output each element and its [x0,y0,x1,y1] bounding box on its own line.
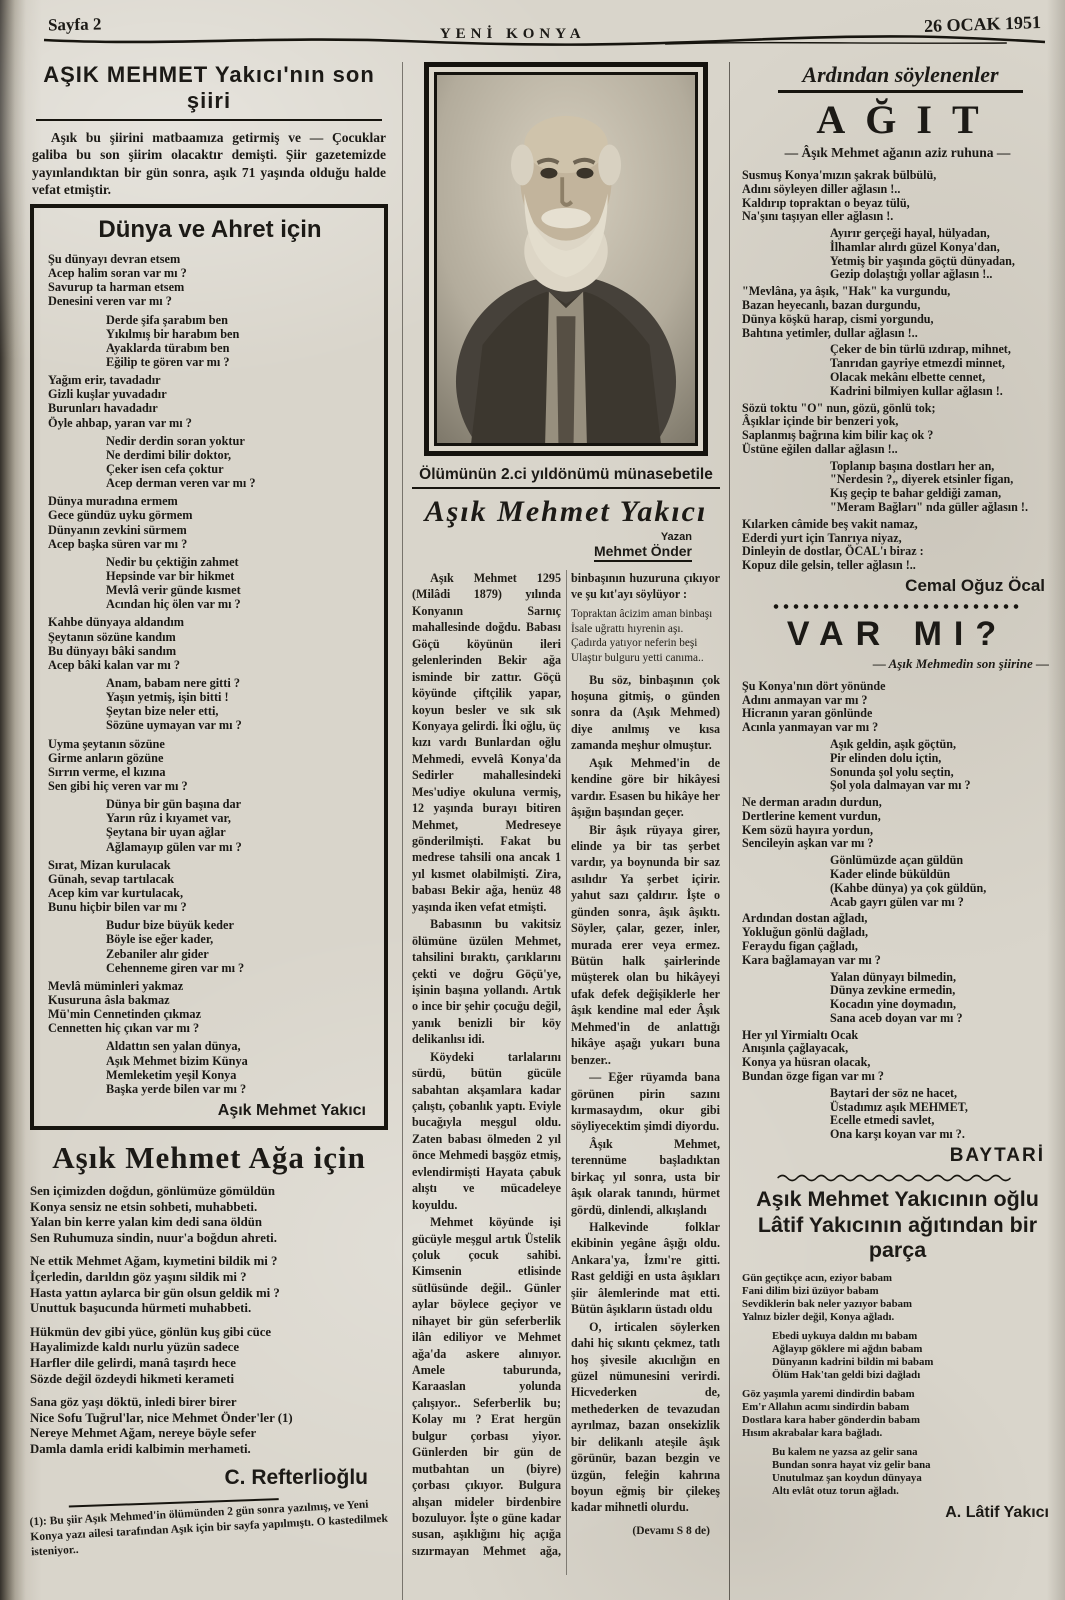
poem-line: (Kahbe dünya) ya çok güldün, [830,880,987,895]
poem-line: Saplanmış bağrına kim bilir kaç ok ? [742,428,934,443]
poem-line: Ayırır gerçeği hayal, hülyadan, [830,226,990,241]
poem-line: Ardından dostan ağladı, [742,911,868,926]
article-paragraph: Babasının bu vakitsiz ölümüne üzülen Mehmet, tahsilini bıraktı, çarıklarını çekti ve doğru Göçü'ye, işinin başına yollandı. Artık o ince bir şehir çocuğu değil, yanık benizli bir köy delikanlısı idi. [412,917,561,1047]
poem-line: İlhamlar alırdı güzel Konya'dan, [830,239,1000,254]
poem-line: Dinleyin de dostlar, ÖCAL'ı biraz : [742,544,924,559]
poem-line: Sevdiklerin bak neler yazıyor babam [742,1298,912,1311]
poem-line: Sırat, Mizan kurulacak [48,857,171,872]
poem-line: Budur bize büyük keder [106,918,234,933]
poem-line: Aldattın sen yalan dünya, [106,1039,241,1054]
poem-line: Öyle ahbap, yaran var mı ? [48,415,192,430]
verse-line: Topraktan âcizim aman binbaşı [571,607,713,620]
poem-line: Kusuruna âsla bakmaz [48,992,170,1007]
poem-line: Bahtına yetimler, dullar ağlasın !.. [742,325,918,340]
poem-line: Memleketim yeşil Konya [106,1067,237,1082]
latif-headline: Aşık Mehmet Yakıcının oğlu Lâtif Yakıcının ağıtından bir parça [756,1186,1039,1263]
portrait-photo-frame [424,62,708,456]
poem-line: Üstadımız aşık MEHMET, [830,1099,968,1114]
stanza [48,737,372,794]
poem-line: Şol yola dalmayan var mı ? [830,778,971,793]
stanza [742,343,1053,398]
poem-line: Kader elinde büküldün [830,867,951,882]
poem-line: Gönlümüzde açan güldün [830,853,964,868]
poem-line: Acep derman veren var mı ? [106,476,256,491]
poem-line: Fani dilim bizi üzüyor babam [742,1285,879,1298]
poem-line: Bundan özge figan var mı ? [742,1068,884,1083]
poem-line: Nedir derdin soran yoktur [106,433,245,448]
poem-line: Dünya bir gün başına dar [106,797,242,812]
stanza [48,555,372,612]
poem-line: Savurup ta harman etsem [48,280,185,295]
poem-line: Sana aceb doyan var mı ? [830,1010,963,1025]
poem-line: Sen gibi hiç veren var mı ? [48,778,188,793]
poem-line: Sözde değil özdeydi hikmeti kerameti [30,1371,235,1386]
poem-line: Uyma şeytanın sözüne [48,736,165,751]
poem-line: Dünya zevkine ermedin, [830,983,956,998]
poem-line: Acınla yanmayan var mı ? [742,720,879,735]
poem-line: Aşık Mehmet bizim Künya [106,1053,248,1068]
poem-line: Yıkılmış bir harabım ben [106,326,240,341]
poem-line: Tanrıdan gayriye etmezdi minnet, [830,356,1005,371]
poem-line: Girme anların gözüne [48,750,164,765]
photo-caption: Ölümünün 2.ci yıldönümü münasebetile [412,466,720,489]
poem-line: Kaldırıp topraktan o beyaz tülü, [742,195,910,210]
varmi-signature: BAYTARİ [949,1144,1045,1166]
agit-title: AĞIT [816,97,999,142]
poem-line: Nereye Mehmet Ağam, nereye böyle sefer [30,1426,257,1441]
poem-line: Dünyanın kadrini bildin mi babam [772,1355,934,1368]
poem-line: Feraydu figan çağladı, [742,938,858,953]
poem-line: Şeytan bize neler etti, [106,704,219,719]
poem-line: Bu kalem ne yazsa az gelir sana [772,1445,918,1458]
poem-line: Hepsinde var bir hikmet [106,569,235,584]
poem-line: Her yıl Yirmialtı Ocak [742,1027,859,1042]
poem-line: Dünyanın zevkini sürmem [48,522,187,537]
poem-line: Acından hiç ölen var mı ? [106,597,241,612]
poem-line: Acep halim soran var mı ? [48,266,187,281]
left-column [30,62,392,1600]
verse-line: İsale uğrattı hıyrenin aşı. [571,622,684,635]
article-paragraph: O, irticalen söylerken dahi hiç sıkıntı çekmez, tatlı hoş şivesile akıcılığın en güzel nümunesini verirdi. Hicvederken de, methederken de tevazudan ayrılmaz, bazan onsekizlik bir delikanlı ateşile âşık görünür, bazan bezgin ve üzgün, feleğin kahrına boyun eğmiş bir çilekeş kadar mihnetli olurdu. [571,1319,720,1515]
poem-line: Sencileyin aşkan var mı ? [742,836,874,851]
poem-line: İçerledin, darıldın göz yaşını sildik mi ? [30,1269,247,1284]
poem-line: Gizli kuşlar yuvadadır [48,387,167,402]
article-paragraph: Âşık Mehmet, terennüme başladıktan birkaç yıl sonra, usta bir âşık olarak tanındı, hürmet gördü, dinlendi, alkışlandı [571,1136,720,1217]
poem-line: Dünya muradına ermem [48,494,178,509]
poem-line: Sen Ruhumuza sindin, nuur'a boğdun ahreti. [30,1230,277,1245]
stanza [742,402,1053,457]
continuation-note: (Devamı S 8 de) [632,1524,710,1537]
poem-line: Yetmiş bir yaşında göçtü dünyadan, [830,253,1015,268]
agit-kicker: Ardından söylenenler [778,62,1023,93]
aga-icin-section [30,1140,388,1490]
stanza [742,1087,1053,1142]
stanza [48,313,372,370]
poem-line: Ederdi yurt için Tanrıya niyaz, [742,530,902,545]
poem-line: Sözüne uymayan var mı ? [106,718,242,733]
stanza [742,460,1053,515]
byline-label: Yazan [660,531,692,543]
poem-line: Kış geçip te bahar geldiği zaman, [830,486,1002,501]
poem-line: Kara bağlamayan var mı ? [742,952,881,967]
poem-line: Olacak mekânı elbette cennet, [830,369,986,384]
lead-headline: AŞIK MEHMET Yakıcı'nın son şiiri [36,62,382,121]
poem-line: Bundan sonra hayat viz gelir bana [772,1458,931,1471]
article-paragraph: — Eğer rüyamda bana görünen pirin sazını kırmasaydım, okur gibi söyliyecektim şimdi diyordu. [571,1070,720,1134]
stanza [742,738,1053,793]
page-number-label: Sayfa 2 [47,14,102,35]
article-paragraph: Bu söz, binbaşının çok hoşuna gitmiş, o günden sonra da (Aşık Mehmed) diye anılmış ve kısa zamanda meşhur olmuştur. [571,672,720,753]
varmi-stanzas [742,680,1053,1142]
poem-line: Çeker de bin türlü ızdırap, mihnet, [830,342,1011,357]
poem-line: Gece gündüz uyku görmem [48,508,193,523]
poem-line: "Mevlâna, ya âşık, "Hak" ka vurgundu, [742,284,951,299]
byline [412,531,720,562]
stanza [48,676,372,733]
poem-line: Hicranın yaran gönlünde [742,706,873,721]
byline-author: Mehmet Önder [594,543,692,562]
poem-line: Bunu hiçbir bilen var mı ? [48,900,187,915]
poem-line: Kılarken câmide beş vakit namaz, [742,516,918,531]
latif-signature: A. Lâtif Yakıcı [945,1503,1049,1521]
poem-line: Yokluğun gönlü dağladı, [742,925,869,940]
footnote: (1): Bu şiir Aşık Mehmed'in ölümünden 2 gün sonra yazılmış, ve Yeni Konya yazı ailesi tarafından Aşık için bir sayfa yapılmıştı. O kastedilmek isteniyor.. [29,1490,389,1559]
right-column [740,62,1053,1600]
stanza [48,434,372,491]
article-paragraph: Aşık Mehmed'in de kendine göre bir hikâyesi vardır. Esasen bu hikâye her âşığın başından geçer. [571,755,720,820]
stanza [48,858,372,915]
article-paragraph: Köydeki tarlalarını sürdü, bütün gücüle sabahtan akşamlara kadar çalıştı, çobanlık yaptı. Eviyle bucağıyla meşgul oldu. Zaten babası ölmeden 2 yıl önce Mehmedi başgöz etmiş, evlendirmişti Hayata çabuk alıştı ve mücadeleye koyuldu. [412,1049,561,1212]
poem-line: Ebedi uykuya daldın mı babam [772,1330,918,1343]
poem-line: Adını anmayan var mı ? [742,692,868,707]
stanza [30,1325,388,1387]
poem-line: Pir elinden dolu içtin, [830,750,942,765]
poem-line: "Nerdesin ?„ diyerek etsinler figan, [830,472,1014,487]
agit-section [742,62,1053,596]
poem-line: Şu Konya'nın dört yönünde [742,678,886,693]
poem-line: Anışınla çağlayacak, [742,1041,849,1056]
article-paragraph: Bir âşık rüyaya girer, elinde ya bir tas şerbet vardır, ya boynunda bir saz asılıdır Ya şerbet içirir. yahut sazı çaldırır. İşte o günden sonra, âşık âşıktı. Söyler, çalar, gezer, inler, murada erer veya ermez. Bütün halk şairlerinde müşterek olan bu hikâyeyi ufak defek değişiklerle her âşık kendine mal eder Âşık Mehmed'in de anlattığı hikâye aşağı yukarı buna benzer.. [571,822,720,1067]
poem-line: Cehenneme giren var mı ? [106,960,245,975]
page-header [42,11,1047,60]
poem-line: Kopuz dile gelsin, teller ağlasın !.. [742,558,916,573]
portrait-photo [434,72,698,446]
stanza [48,1039,372,1096]
agit-stanzas [742,169,1053,573]
poem-line: Harfler dile gelirdi, manâ taşırdı hece [30,1356,236,1371]
poem-line: Başka yerde bilen var mı ? [106,1081,247,1096]
poem-line: Altı evlât otuz torun ağladı. [772,1484,899,1497]
poem-line: Ağlayıp göklere mi ağdın babam [772,1343,923,1356]
poem-line: Acep kim var kurtulacak, [48,885,184,900]
stanza [742,796,1053,851]
poem-line: Kem sözü hayıra yordun, [742,822,874,837]
poem-line: Susmuş Konya'mızın şakrak bülbülü, [742,168,937,182]
stanza [30,1184,388,1246]
poem-line: Na'şını taşıyan eller ağlasın !. [742,209,894,224]
poem-line: Ecelle etmedi savlet, [830,1113,935,1128]
poem-line: Nedir bu çektiğin zahmet [106,554,239,569]
poem-line: Yalan bin kerre yalan kim dedi sana öldün [30,1215,262,1230]
poem-line: Zebaniler alır gider [106,946,209,961]
poem-line: Acep başka süren var mı ? [48,536,188,551]
poem-line: Kahbe dünyaya aldandım [48,615,184,630]
poem-line: Sonunda şol yolu seçtin, [830,764,954,779]
boxed-poem-stanzas [48,252,372,1096]
verse-line: Ulaştır bulguru yetti canıma.. [571,651,704,664]
poem-line: Derde şifa şarabım ben [106,312,228,327]
poem-line: Mevlâ müminleri yakmaz [48,978,184,993]
stanza [742,1029,1053,1084]
poem-line: Kocadın yine doymadın, [830,997,957,1012]
poem-line: Yaşın yetmiş, işin bitti ! [106,690,229,705]
poem-line: Konya ya hüsran olacak, [742,1055,871,1070]
poem-line: Ne ettik Mehmet Ağam, kıymetini bildik mi ? [30,1254,278,1269]
agit-dedication: — Âşık Mehmet ağanın aziz ruhuna — [784,145,1011,160]
lead-intro: Aşık bu şiirini matbaamıza getirmiş ve — Çocuklar galiba bu son şiirim olacaktır demişti. Şiir gazetemizde yayınlandıktan bir gün sonra, aşık 71 yaşında olduğu halde vefat etmiştir. [32,130,386,197]
verse-line: Çadırda yatıyor neferin beşi [571,637,698,650]
stanza [742,1446,1053,1498]
aga-signature: C. Refterlioğlu [224,1465,368,1489]
poem-line: Acep bâki kalan var mı ? [48,657,180,672]
article-title: Aşık Mehmet Yakıcı [424,495,708,528]
beaded-divider [772,604,1023,609]
stanza [48,252,372,309]
aga-headline: Aşık Mehmet Ağa için [52,1139,366,1175]
stanza [742,1272,1053,1324]
stanza [30,1395,388,1457]
stanza [742,518,1053,573]
poem-line: Unutulmaz şan koydun dünyaya [772,1471,922,1484]
poem-line: Aşık geldin, aşık göçtün, [830,737,957,751]
poem-line: Yarın rûz i kıyamet var, [106,811,231,826]
poem-line: Mevlâ verir günde kısmet [106,583,241,598]
poem-line: Dostlara kara haber gönderdin babam [742,1413,920,1426]
poem-line: Baytari der söz ne hacet, [830,1085,958,1100]
poem-line: Ne derman aradın durdun, [742,795,882,810]
varmi-section [742,615,1053,1167]
poem-line: Unuttuk başucunda hürmeti muhabbeti. [30,1301,252,1316]
poem-line: Yağım erir, tavadadır [48,373,161,388]
poem-line: Bazan heyecanlı, bazan durgundu, [742,298,921,313]
varmi-title: VAR MI? [786,614,1009,653]
poem-line: Hasta yattın aylarca bir gün olsun geldik mi ? [30,1285,280,1300]
poem-line: Şu dünyayı devran etsem [48,252,181,267]
poem-line: Ölüm Hak'tan geldi bizi dağladı [772,1368,921,1381]
poem-line: Bu dünyayı bâki sandım [48,643,177,658]
poem-line: Hükmün dev gibi yüce, gönlün kuş gibi cüce [30,1324,272,1339]
poem-line: Toplanıp başına dostları her an, [830,458,995,473]
poem-line: "Meram Bağları" nda güller ağlasın !. [830,499,1028,514]
poem-line: Hayalimizde kaldı nurlu yüzün sadece [30,1340,240,1355]
stanza [742,854,1053,909]
poem-line: Anam, babam nere gitti ? [106,676,241,690]
stanza [48,615,372,672]
poem-line: Ağlamayıp gülen var mı ? [106,839,242,854]
poem-line: Hısım akrabalar kara bağladı. [742,1426,883,1439]
stanza [742,912,1053,967]
poem-line: Dünya köşkü harap, cismi yorgundu, [742,311,934,326]
poem-line: Konya sensiz ne etsin sohbeti, muhabbeti. [30,1199,258,1214]
issue-date: 26 OCAK 1951 [923,11,1042,37]
poem-line: Gün geçtikçe acın, eziyor babam [742,1272,893,1285]
poem-line: Cennetten hiç çıkan var mı ? [48,1021,200,1036]
stanza [742,971,1053,1026]
latif-stanzas [742,1272,1053,1497]
poem-line: Sözü toktu "O" nun, gözü, gönlü tok; [742,400,936,415]
boxed-poem-title: Dünya ve Ahret için [98,216,322,244]
poem-line: Ne derdimi bilir doktor, [106,447,232,462]
aga-stanzas [30,1184,388,1458]
poem-line: Em'r Allahın acımı sindirdin babam [742,1400,910,1413]
poem-line: Âşıklar içinde bir benzeri yok, [742,414,899,429]
poem-line: Yalan dünyayı bilmedin, [830,969,957,984]
poem-line: Şeytanın sözüne kandım [48,629,176,644]
agit-signature: Cemal Oğuz Öcal [905,575,1045,595]
poem-line: Adını söyleyen diller ağlasın !.. [742,181,901,196]
poem-line: Yalnız bizler değil, Konya ağladı. [742,1311,895,1324]
poem-line: Damla damla eridi kalbimin merhameti. [30,1442,251,1457]
varmi-dedication: — Aşık Mehmedin son şiirine — [872,655,1049,671]
article-paragraph: Mehmet köyünde işi gücüyle meşgul artık Üstelik çoluk çocuk sahibi. Kimsenin etlisinde sütlüsünde değil.. Günler aylar böylece geçiyor ve nihayet bir gün seferberlik ilân ediliyor ve Mehmet ağa'da askere alınıyor. Amele taburunda, Karaaslan yolunda çalışıyor.. Seferberlik bu; Kolay mı ? Erat hergün bulgur çorbası yiyor. Günlerden bir gün de mutbahtan un (biyre) çorbası çıkıyor. Bulgura alışan mideler birdenbire bozuluyor. İşte o güne kadar susan, aşıklığını hiç açığa sızırmayan Mehmet ağa, binbaşının huzuruna çıkıyor ve şu kıt'ayı söylüyor : [412,571,720,1558]
stanza [30,1254,388,1316]
poem-line: Eğilip te gören var mı ? [106,355,230,370]
masthead: YENİ KONYA [439,26,586,42]
poem-line: Sırrın verme, el kızına [48,764,166,779]
stanza [48,797,372,854]
portrait-illustration [437,75,695,443]
poem-line: Dertlerine kement vurdun, [742,808,881,823]
poem-line: Nice Sofu Tuğrul'lar, nice Mehmet Önder'ler (1) [30,1410,293,1425]
wavy-divider [742,1173,1053,1183]
stanza [48,373,372,430]
inline-verse [571,607,720,666]
stanza [48,979,372,1036]
latif-section [742,1187,1053,1522]
article-body [412,570,720,1575]
stanza [742,1388,1053,1440]
article-paragraph: Aşık Mehmet 1295 (Milâdi 1879) yılında Konyanın Sarnıç mahallesinde doğdu. Babası Göçü köyünün ileri gelenlerinden Bekir ağa isminde bir zattır. Göçü köyünde çiftçilik yapar, koyun besler ve sık sık Konyaya gelirdi. İki oğlu, üç kızı vardı Bunlardan oğlu Mehmedi, evvelâ Konya'da Sedirler mahallesindeki Mes'udiye okuluna vermiş, 12 yaşında burayı bitiren Mehmet, Medreseye gönderilmişti. Fakat bu medrese tahsili ona ancak 1 yıl kısmet olabilmişti. Zira, babası Bekir ağa, henüz 48 yaşında iken vefat etmişti. [412,571,561,914]
stanza [742,285,1053,340]
stanza [742,169,1053,224]
poem-line: Mü'min Cennetinden çıkmaz [48,1007,202,1022]
poem-line: Günah, sevap tartılacak [48,871,175,886]
poem-line: Denesini veren var mı ? [48,294,172,309]
poem-line: Ona karşı koyan var mı ?. [830,1127,965,1142]
poem-line: Çeker isen cefa çoktur [106,462,224,477]
poem-line: Sen içimizden doğdun, gönlümüze gömüldün [30,1183,275,1198]
stanza [742,227,1053,282]
poem-line: Göz yaşımla yaremi dindirdin babam [742,1387,915,1400]
middle-column [402,62,730,1600]
poem-line: Kadrini bilmiyen kullar ağlasın !. [830,383,1003,398]
poem-line: Sana göz yaşı döktü, inledi birer birer [30,1395,237,1410]
stanza [742,680,1053,735]
article-paragraphs-2 [571,672,720,1516]
article-paragraph: Halkevinde folklar ekibinin yegâne âşığı oldu. Ankara'ya, İzmı're gitti. Rast geldiği en usta âşıkları şiir âlemlerinde mat etti. Bütün âşıkların üstadı oldu [571,1220,720,1317]
poem-line: Burunları havadadır [48,401,158,416]
stanza [48,494,372,551]
poem-line: Üstüne eğilen dallar ağlasın !.. [742,441,898,456]
poem-line: Böyle ise eğer kader, [106,932,214,947]
poem-line: Acab gayrı gülen var mı ? [830,894,964,909]
poem-line: Gezip dolaştığı yollar ağlasın !.. [830,267,993,282]
stanza [48,918,372,975]
stanza [742,1330,1053,1382]
poem-line: Ayaklarda türabım ben [106,340,230,355]
poem-signature: Aşık Mehmet Yakıcı [217,1101,366,1119]
boxed-poem [30,204,388,1130]
poem-line: Şeytana bir uyan ağlar [106,825,226,840]
